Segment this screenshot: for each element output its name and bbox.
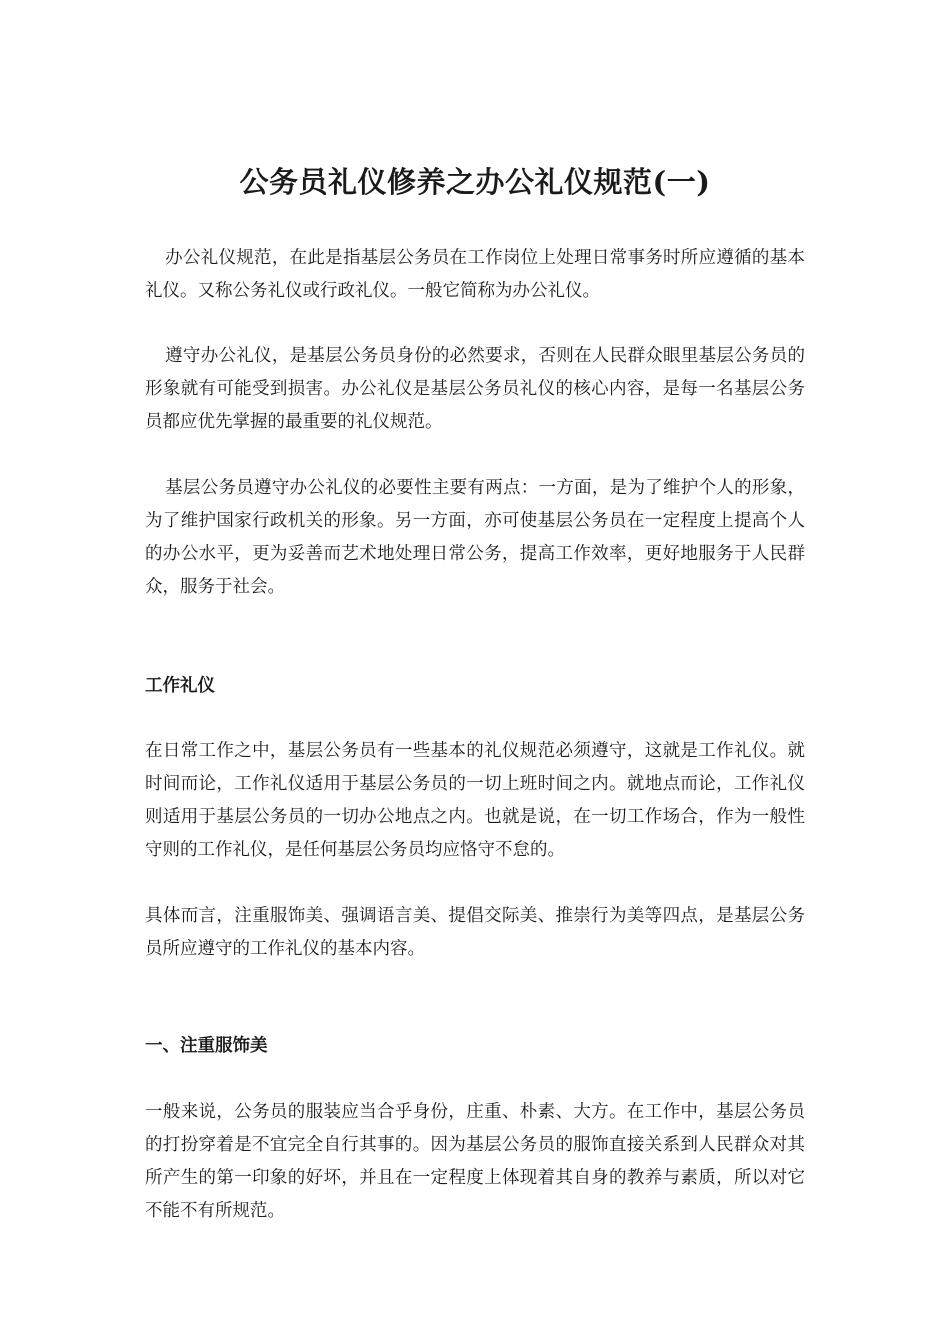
work-etiquette-paragraph-2: 具体而言，注重服饰美、强调语言美、提倡交际美、推崇行为美等四点，是基层公务员所应遵守的工作礼仪的基本内容。 xyxy=(145,906,805,959)
intro-paragraph-1: 办公礼仪规范，在此是指基层公务员在工作岗位上处理日常事务时所应遵循的基本礼仪。又称公务礼仪或行政礼仪。一般它简称为办公礼仪。 xyxy=(145,248,805,301)
intro-paragraph-3: 基层公务员遵守办公礼仪的必要性主要有两点：一方面，是为了维护个人的形象，为了维护国家行政机关的形象。另一方面，亦可使基层公务员在一定程度上提高个人的办公水平，更为妥善而艺术地处理日常公务，提高工作效率，更好地服务于人民群众，服务于社会。 xyxy=(145,478,805,597)
section-heading-dress: 一、注重服饰美 xyxy=(145,1036,268,1056)
intro-paragraph-2: 遵守办公礼仪，是基层公务员身份的必然要求，否则在人民群众眼里基层公务员的形象就有可能受到损害。办公礼仪是基层公务员礼仪的核心内容，是每一名基层公务员都应优先掌握的最重要的礼仪规范。 xyxy=(145,346,805,432)
work-etiquette-paragraph-1: 在日常工作之中，基层公务员有一些基本的礼仪规范必须遵守，这就是工作礼仪。就时间而论，工作礼仪适用于基层公务员的一切上班时间之内。就地点而论，工作礼仪则适用于基层公务员的一切办公地点之内。也就是说，在一切工作场合，作为一般性守则的工作礼仪，是任何基层公务员均应恪守不怠的。 xyxy=(145,741,805,860)
dress-paragraph-1: 一般来说，公务员的服装应当合乎身份，庄重、朴素、大方。在工作中，基层公务员的打扮穿着是不宜完全自行其事的。因为基层公务员的服饰直接关系到人民群众对其所产生的第一印象的好坏，并且在一定程度上体现着其自身的教养与素质，所以对它不能不有所规范。 xyxy=(145,1102,805,1221)
section-heading-work-etiquette: 工作礼仪 xyxy=(145,676,215,696)
document-title: 公务员礼仪修养之办公礼仪规范(一) xyxy=(239,165,711,199)
